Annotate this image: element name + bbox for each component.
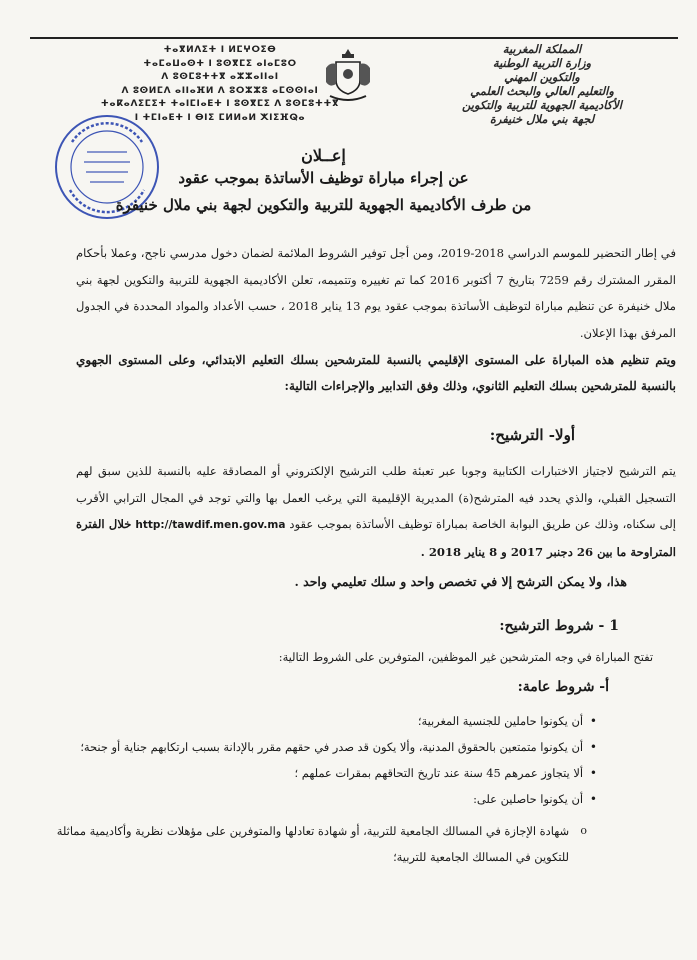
section-candidacy-heading: أولا- الترشيح: (489, 426, 575, 444)
candidacy-text: يتم الترشيح لاجتياز الاختبارات الكتابية وجوبا عبر تعبئة طلب الترشيح الإلكتروني أو المصادقة عليه بالنسبة للذين سبق لهم التسجيل القبلي، والذي يحدد فيه المترشح(ة) المديرية الإقليمية التي يرغب العمل بها والتي توجد في المجال الترابي الأقرب إلى سكناه، وذلك عن طريق البوابة الخاصة بمباراة توظيف الأساتذة بموجب عقود (76, 464, 677, 531)
header-tifinagh-line: ⵏ ⵜⵎⵏⴰⴹⵜ ⵏ ⴱⵏⵉ ⵎⵍⵍⴰⵍ ⵅⵏⵉⴼⵕⴰ (134, 112, 306, 123)
header-arabic (427, 42, 657, 126)
coat-of-arms-emblem (322, 46, 374, 106)
candidacy-paragraph (76, 458, 676, 565)
header-rule (30, 37, 678, 39)
announcement-subtitle: عن إجراء مباراة توظيف الأساتذة بموجب عقود (178, 169, 469, 187)
list-item: • ألا يتجاوز عمرهم 45 سنة عند تاريخ التحاقهم بمقرات عملهم ؛ (57, 760, 597, 786)
organization-paragraph: ويتم تنظيم هذه المباراة على المستوى الإقليمي بالنسبة للمترشحين بسلك التعليم الابتدائي، وعلى المستوى الجهوي بالنسبة للمترشحين بسلك التعليم الثانوي، وذلك وفق التدابير والإجراءات التالية: (76, 353, 676, 393)
header-arabic-line: الأكاديمية الجهوية للتربية والتكوين (461, 98, 622, 112)
header-arabic-line: والتكوين المهني (504, 70, 580, 84)
portal-link[interactable]: http://tawdif.men.gov.ma (135, 519, 286, 531)
intro-paragraph: في إطار التحضير للموسم الدراسي 2018-2019، ومن أجل توفير الشروط الملائمة لضمان دخول مدرسي ناجح، وعملا بأحكام المقرر المشترك رقم 7259 بتاريخ 7 أكتوبر 2016 كما تم تغييره وتتميمه، تعلن الأكاديمية الجهوية للتربية والتكوين لجهة بني ملال خنيفرة عن تنظيم مباراة لتوظيف الأساتذة بموجب عقود يوم 13 يناير 2018 ، حسب الأعداد والمواد المحددة في الجدول المرفق بهذا الإعلان. (76, 246, 676, 340)
list-item: • أن يكونوا متمتعين بالحقوق المدنية، وألا يكون قد صدر في حقهم مقرر بالإدانة بسبب ارتكابهم جناية أو جنحة؛ (57, 734, 597, 760)
header-arabic-line: والتعليم العالي والبحث العلمي (470, 84, 614, 98)
header-arabic-line: المملكة المغربية (502, 42, 582, 56)
conditions-heading: 1 - شروط الترشيح: (499, 618, 619, 634)
header-tifinagh-line: ⵜⴰⴳⵍⴷⵉⵜ ⵏ ⵍⵎⵖⵔⵉⴱ (163, 45, 277, 55)
degree-requirement-item: o شهادة الإجازة في المسالك الجامعية للتربية، أو شهادة تعادلها والمتوفرين على مؤهلات نظرية وأكاديمية مماثلة للتكوين في المسالك الجامعية للتربية؛ (29, 818, 587, 870)
list-item: • أن يكونوا حاصلين على: (57, 786, 597, 812)
header-arabic-line: وزارة التربية الوطنية (492, 56, 592, 70)
header-tifinagh-line: ⵜⴰⴽⴰⴷⵉⵎⵉⵜ ⵜⴰⵏⵎⵏⴰⴹⵜ ⵏ ⵓⵙⴳⵎⵉ ⴷ ⵓⵙⵎⵓⵜⵜⴳ (100, 99, 340, 109)
announcement-issuer: من طرف الأكاديمية الجهوية للتربية والتكوين لجهة بني ملال خنيفرة (115, 196, 532, 214)
list-item: • أن يكونوا حاملين للجنسية المغربية؛ (57, 708, 597, 734)
single-specialty-note: هذا، ولا يمكن الترشح إلا في تخصص واحد و سلك تعليمي واحد . (294, 574, 627, 589)
header-tifinagh-line: ⵜⴰⵎⴰⵡⴰⵙⵜ ⵏ ⵓⵙⴳⵎⵉ ⴰⵏⴰⵎⵓⵔ (143, 58, 297, 69)
header-tifinagh-line: ⴷ ⵓⵙⵎⵓⵜⵜⴳ ⴰⵣⵣⴰⵏⵏⴰⵏ (161, 72, 279, 82)
conditions-intro: تفتح المباراة في وجه المترشحين غير الموظفين، المتوفرين على الشروط التالية: (278, 651, 653, 664)
general-conditions-list (57, 708, 597, 812)
candidacy-period: خلال الفترة المتراوحة ما بين 26 دجنبر 2017 و 8 يناير 2018 . (76, 517, 676, 559)
announcement-title: إعــلان (301, 146, 346, 165)
header-arabic-line: لجهة بني ملال خنيفرة (489, 112, 595, 126)
general-conditions-heading: أ- شروط عامة: (517, 679, 609, 695)
header-tifinagh-line: ⴷ ⵓⵙⵍⵎⴷ ⴰⵏⵏⴰⴼⵍ ⴷ ⵓⵔⵣⵣⵓ ⴰⵎⵙⵙⵏⴰⵏ (121, 85, 319, 96)
